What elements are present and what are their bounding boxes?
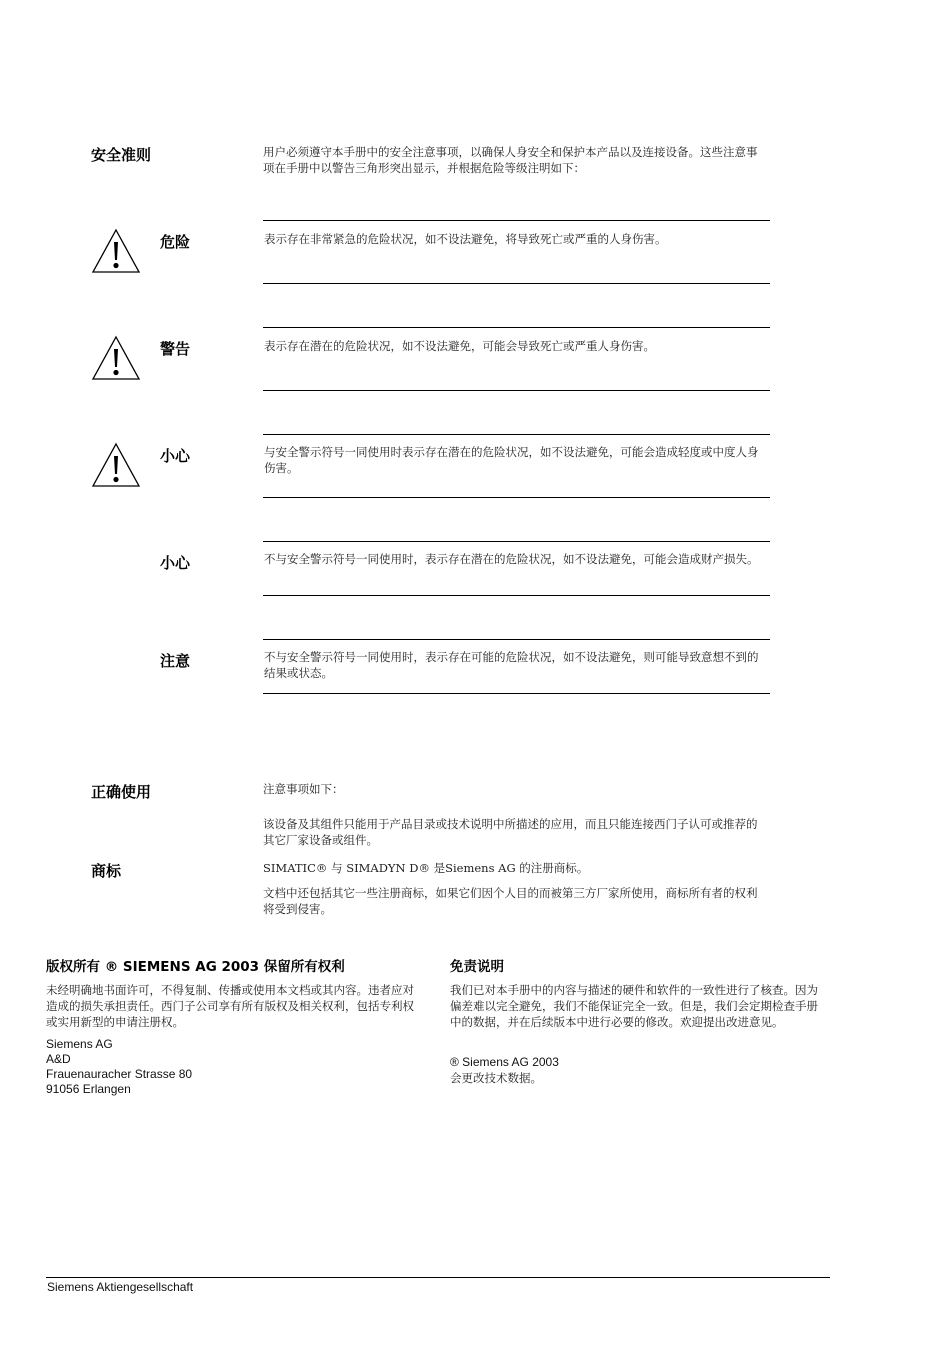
divider xyxy=(263,541,770,542)
level-text-warning: 表示存在潜在的危险状况，如不设法避免，可能会导致死亡或严重人身伤害。 xyxy=(264,339,655,353)
level-text-danger: 表示存在非常紧急的危险状况，如不设法避免，将导致死亡或严重的人身伤害。 xyxy=(264,232,667,246)
warning-triangle-icon xyxy=(91,442,141,488)
correct-use-heading: 正确使用 xyxy=(91,783,152,801)
level-label-warning: 警告 xyxy=(160,340,191,358)
footer-company: Siemens Aktiengesellschaft xyxy=(47,1280,194,1294)
copyright-heading: 版权所有 ® SIEMENS AG 2003 保留所有权利 xyxy=(46,959,345,975)
address-block xyxy=(46,1037,192,1097)
level-label-notice: 注意 xyxy=(160,652,191,670)
address-line: Siemens AG xyxy=(46,1037,113,1051)
disclaimer-copyright: ® Siemens AG 2003 xyxy=(450,1055,559,1069)
divider xyxy=(263,639,770,640)
correct-use-intro: 注意事项如下： xyxy=(263,782,344,796)
copyright-text: 未经明确地书面许可，不得复制、传播或使用本文档或其内容。违者应对造成的损失承担责任。西门子公司享有所有版权及相关权利，包括专利权或实用新型的申请注册权。 xyxy=(46,983,414,1029)
address-line: A&D xyxy=(46,1052,71,1066)
level-label-caution-noicon: 小心 xyxy=(160,554,191,572)
disclaimer-note: 会更改技术数据。 xyxy=(450,1071,542,1085)
warning-triangle-icon xyxy=(91,335,141,381)
divider xyxy=(263,283,770,284)
divider xyxy=(263,595,770,596)
disclaimer-text: 我们已对本手册中的内容与描述的硬件和软件的一致性进行了核查。因为偏差难以完全避免，我们不能保证完全一致。但是，我们会定期检查手册中的数据，并在后续版本中进行必要的修改。欢迎提出改进意见。 xyxy=(450,983,818,1029)
trademarks-text-1: SIMATIC® 与 SIMADYN D® 是Siemens AG 的注册商标。 xyxy=(263,861,589,875)
divider xyxy=(263,497,770,498)
address-line: Frauenauracher Strasse 80 xyxy=(46,1067,193,1081)
level-label-caution: 小心 xyxy=(160,447,191,465)
warning-triangle-icon xyxy=(91,228,141,274)
safety-heading: 安全准则 xyxy=(91,146,152,164)
divider xyxy=(263,220,770,221)
correct-use-text: 该设备及其组件只能用于产品目录或技术说明中所描述的应用，而且只能连接西门子认可或推荐的其它厂家设备或组件。 xyxy=(263,817,758,847)
address-line: 91056 Erlangen xyxy=(46,1082,131,1096)
divider xyxy=(263,434,770,435)
safety-intro: 用户必须遵守本手册中的安全注意事项，以确保人身安全和保护本产品以及连接设备。这些注意事项在手册中以警告三角形突出显示，并根据危险等级注明如下： xyxy=(263,145,758,175)
level-label-danger: 危险 xyxy=(160,233,191,251)
level-text-caution-noicon: 不与安全警示符号一同使用时，表示存在潜在的危险状况，如不设法避免，可能会造成财产损失。 xyxy=(264,552,759,566)
disclaimer-heading: 免责说明 xyxy=(450,959,504,975)
divider xyxy=(263,390,770,391)
trademarks-heading: 商标 xyxy=(91,862,122,880)
level-text-notice: 不与安全警示符号一同使用时，表示存在可能的危险状况，如不设法避免，则可能导致意想不到的结果或状态。 xyxy=(264,650,759,680)
level-text-caution: 与安全警示符号一同使用时表示存在潜在的危险状况，如不设法避免，可能会造成轻度或中度人身伤害。 xyxy=(264,445,759,475)
divider xyxy=(263,693,770,694)
trademarks-text-2: 文档中还包括其它一些注册商标，如果它们因个人目的而被第三方厂家所使用，商标所有者的权利将受到侵害。 xyxy=(263,886,758,916)
divider xyxy=(263,327,770,328)
footer-rule xyxy=(46,1277,830,1278)
